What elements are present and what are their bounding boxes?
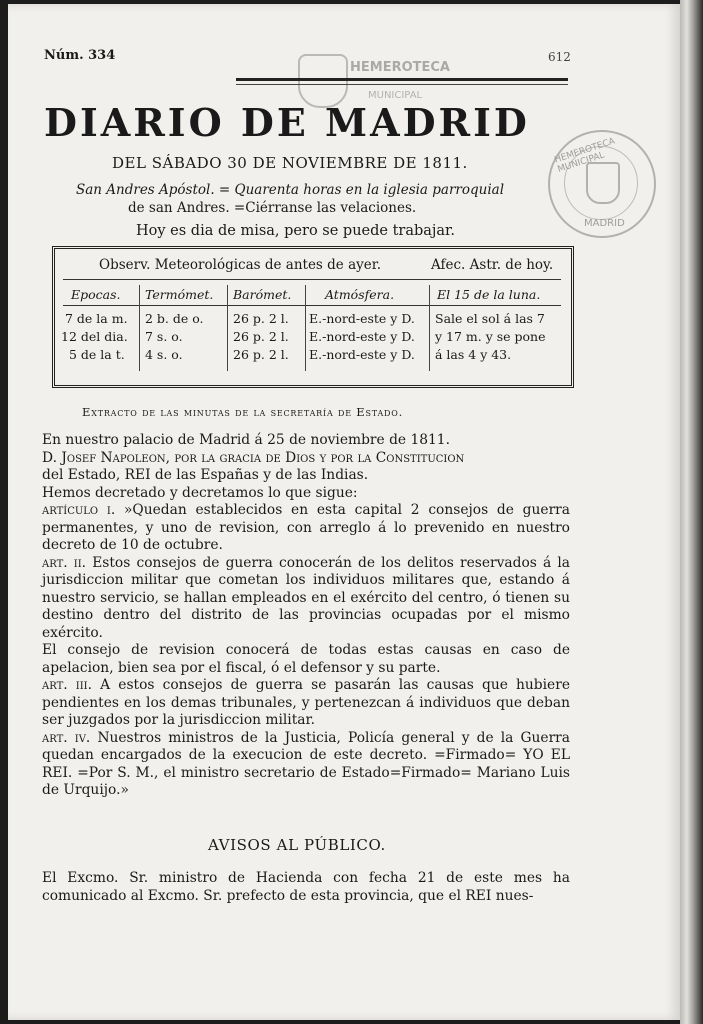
article-2b: El consejo de revision conocerá de todas estas causas en caso de apelacion, bien sea por el fiscal, ó el defensor y su parte.	[42, 642, 570, 676]
issue-number: Núm. 334	[44, 48, 116, 63]
section-heading: Extracto de las minutas de la secretaría de Estado.	[82, 405, 404, 419]
article-4	[42, 730, 570, 800]
article-text: Nuestros ministros de la Justicia, Policía general y de la Guerra quedan encargados de la execucion de este decreto. =Firmado= YO EL REI. =Por S. M., el ministro secretario de Estado=Firmado= Mariano Luis de Urquijo.»	[42, 729, 571, 798]
dateline: DEL SÁBADO 30 DE NOVIEMBRE DE 1811.	[112, 154, 468, 172]
header-rule	[236, 78, 568, 81]
seal-text-city: MADRID	[584, 218, 625, 229]
article-label: art. iv.	[42, 729, 91, 746]
table-cell: E.-nord-este y D.	[309, 311, 415, 326]
column-header: Atmósfera.	[325, 287, 395, 302]
decree-intro: Hemos decretado y decretamos lo que sigue:	[42, 484, 358, 501]
table-cell: 12 del dia.	[61, 329, 128, 344]
table-cell: 26 p. 2 l.	[233, 311, 289, 326]
article-text: Estos consejos de guerra conocerán de los delitos reservados á la jurisdiccion militar que cometan los individuos militares que, estando á nuestro servicio, se hallan empleados en el exército del centro, ó tienen su destino dentro del distrito de las provincias ocupadas por el mismo exército.	[42, 554, 570, 641]
table-cell: y 17 m. y se pone	[435, 329, 546, 344]
article-text: A estos consejos de guerra se pasarán las causas que hubiere pendientes en los demas tribunales, y pertenezcan á individuos que deban ser juzgados por la jurisdiccion militar.	[42, 677, 570, 728]
article-3	[42, 677, 570, 730]
column-divider	[305, 285, 306, 371]
table-cell: 5 de la t.	[69, 347, 125, 362]
column-divider	[429, 285, 430, 371]
saint-notice-line2: de san Andres. =Ciérranse las velaciones.	[128, 200, 417, 216]
astro-heading: Afec. Astr. de hoy.	[431, 257, 554, 273]
avisos-text-block	[42, 870, 570, 905]
table-cell: 7 s. o.	[145, 329, 183, 344]
stamp-text-secondary: MUNICIPAL	[368, 90, 423, 101]
table-cell: 7 de la m.	[65, 311, 128, 326]
column-divider	[139, 285, 140, 371]
library-seal	[548, 130, 656, 238]
table-cell: E.-nord-este y D.	[309, 329, 415, 344]
article-2	[42, 555, 570, 643]
seal-text: HEMEROTECA MUNICIPAL	[553, 136, 617, 175]
shield-icon	[586, 162, 620, 204]
article-label: art. iii.	[42, 677, 93, 693]
avisos-text: El Excmo. Sr. ministro de Hacienda con fecha 21 de este mes ha comunicado al Excmo. Sr. prefecto de esta provincia, que el REI nues-	[42, 870, 570, 904]
page-number: 612	[548, 50, 571, 64]
table-cell: 26 p. 2 l.	[233, 347, 289, 362]
avisos-heading: AVISOS AL PÚBLICO.	[208, 836, 386, 854]
column-header: Epocas.	[71, 287, 121, 302]
column-header: El 15 de la luna.	[437, 287, 541, 302]
meteo-heading: Observ. Meteorológicas de antes de ayer.	[99, 257, 382, 273]
newspaper-page	[8, 4, 680, 1020]
page-edge	[680, 0, 703, 1024]
table-cell: Sale el sol á las 7	[435, 311, 545, 326]
table-cell: á las 4 y 43.	[435, 347, 512, 362]
decree-text	[42, 432, 570, 800]
table-cell: E.-nord-este y D.	[309, 347, 415, 362]
column-header: Barómet.	[233, 287, 292, 302]
decree-king: D. Josef Napoleon, por la gracia de Dios y por la Constitucion	[42, 449, 465, 466]
table-rule	[63, 279, 561, 280]
article-1	[42, 502, 570, 555]
table-cell: 26 p. 2 l.	[233, 329, 289, 344]
decree-date: En nuestro palacio de Madrid á 25 de noviembre de 1811.	[42, 432, 450, 448]
newspaper-title: DIARIO DE MADRID	[44, 100, 530, 145]
saint-notice-line1: San Andres Apóstol. = Quarenta horas en la iglesia parroquial	[76, 182, 505, 198]
stamp-text: HEMEROTECA	[350, 60, 450, 75]
decree-king-line	[42, 450, 570, 468]
table-cell: 2 b. de o.	[145, 311, 204, 326]
decree-king-line2: del Estado, REI de las Españas y de las Indias.	[42, 467, 369, 483]
article-text: »Quedan establecidos en esta capital 2 consejos de guerra permanentes, y uno de revision, con arreglo á lo prevenido en nuestro decreto de 10 de octubre.	[42, 502, 570, 553]
column-header: Termómet.	[145, 287, 214, 302]
article-label: art. ii.	[42, 554, 87, 571]
mass-notice: Hoy es dia de misa, pero se puede trabajar.	[136, 223, 455, 239]
table-cell: 4 s. o.	[145, 347, 183, 362]
column-divider	[227, 285, 228, 371]
header-rule-thin	[236, 84, 568, 85]
article-label: artículo i.	[42, 502, 116, 518]
table-rule	[63, 305, 561, 306]
meteorological-table	[52, 246, 574, 388]
